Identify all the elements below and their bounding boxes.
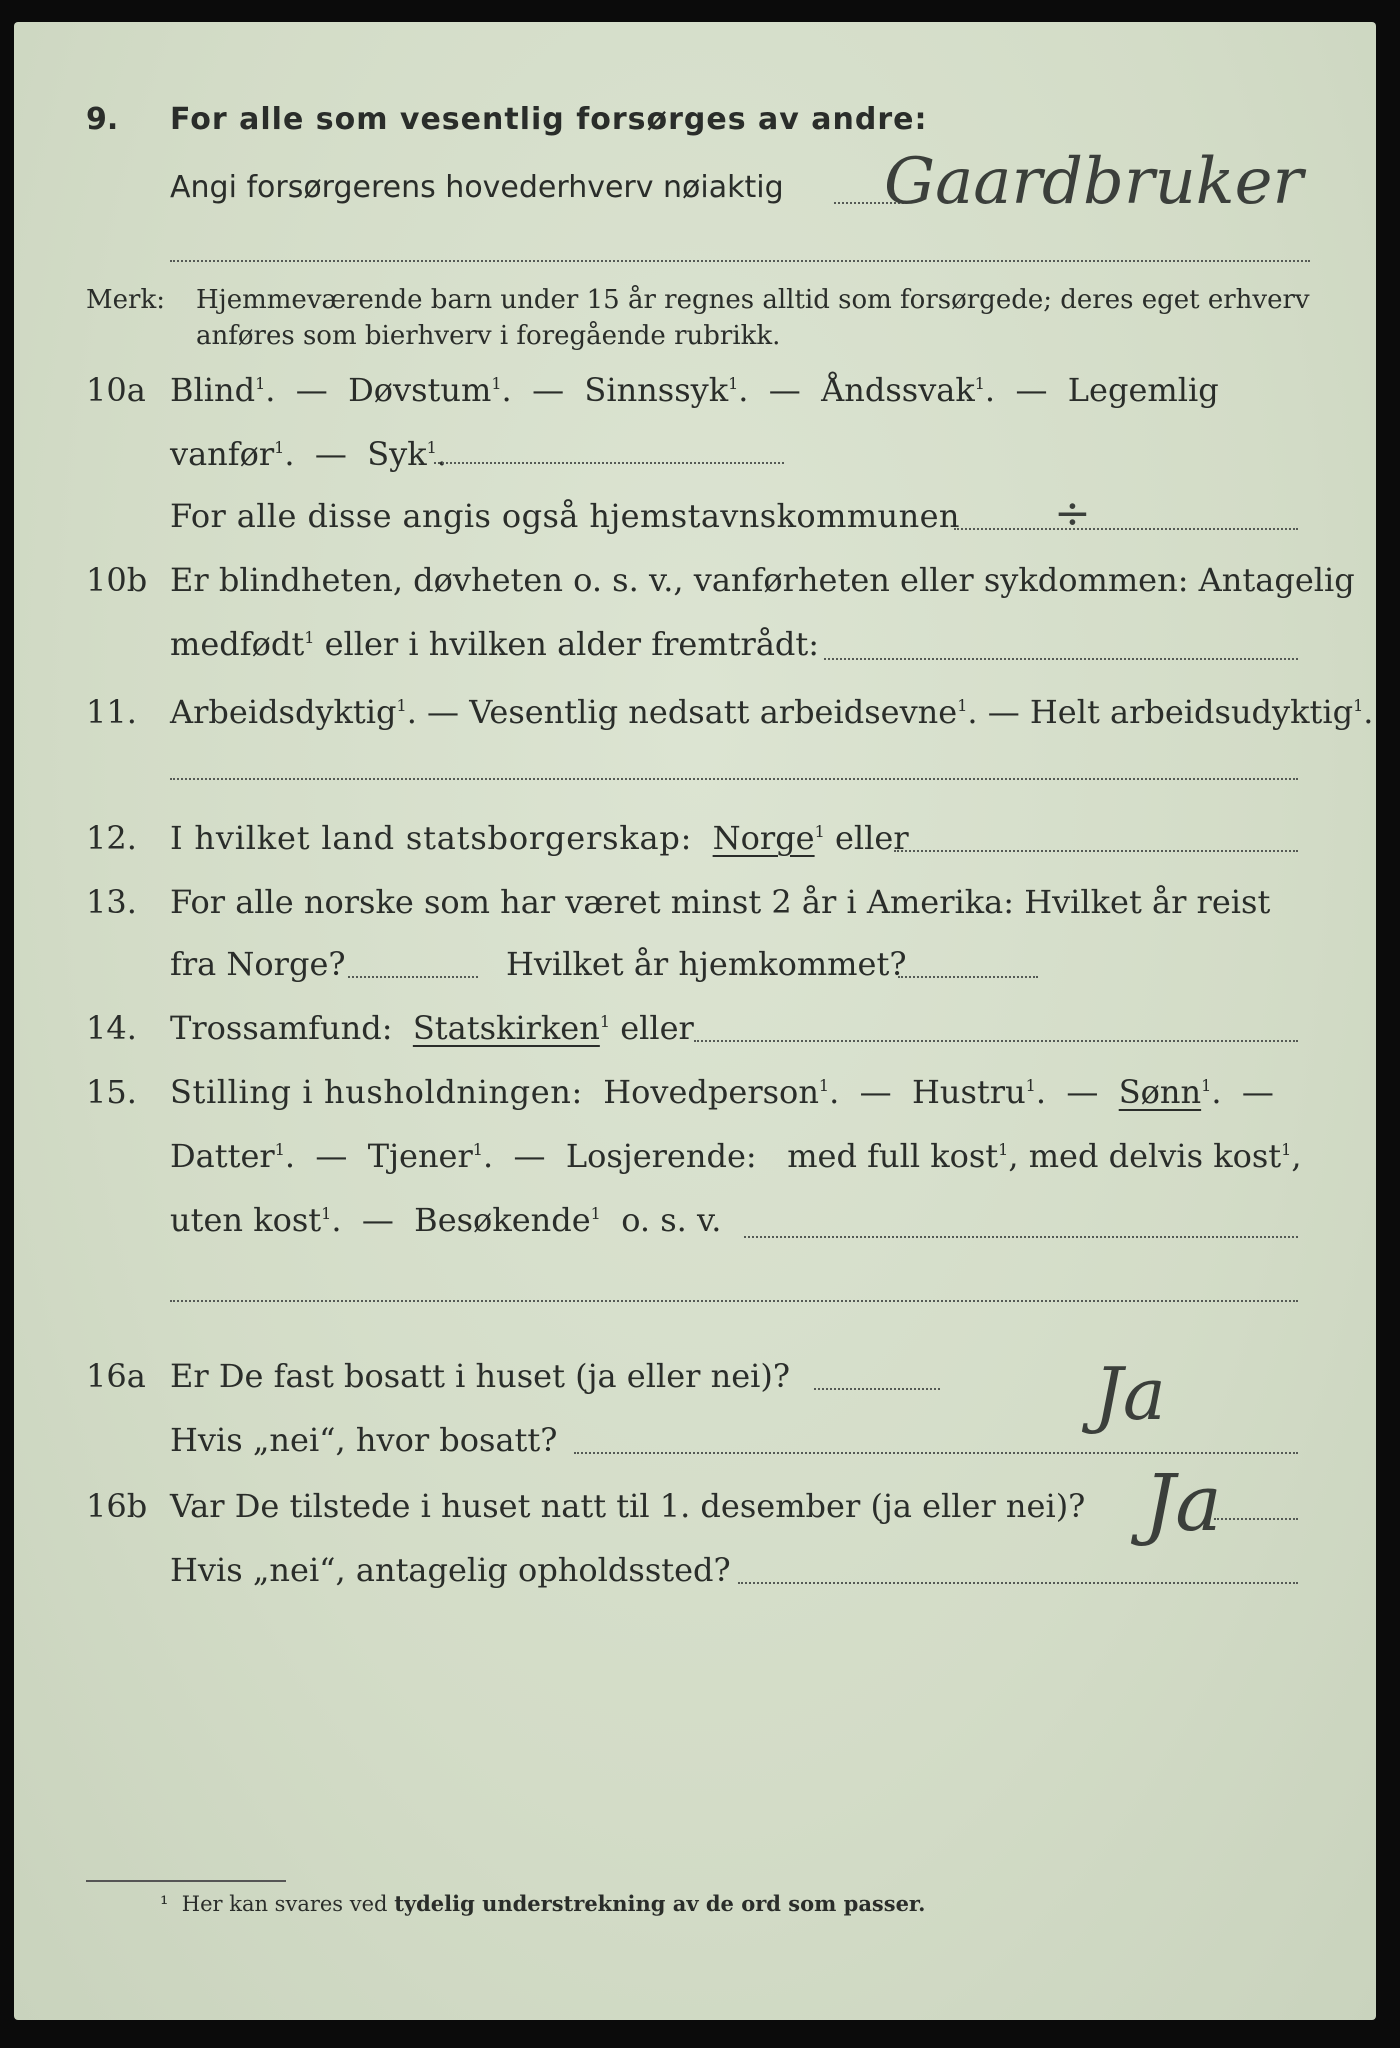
opt-delvis-kost: med delvis kost <box>1028 1137 1282 1175</box>
q14-number: 14. <box>86 1009 137 1047</box>
opt-medfodt: medfødt <box>170 625 305 663</box>
sup: 1 <box>491 374 502 393</box>
q10a-options: Blind$^1$. — Døvstum$^1$. — Sinnssyk$^1$. — Åndssvak$^1$. — Legemlig <box>170 371 1219 409</box>
q11-extra-line <box>170 778 1298 780</box>
q16a-text-1: Er De fast bosatt i huset (ja eller nei)? <box>170 1357 791 1395</box>
q14-text: Trossamfund: <box>170 1009 393 1047</box>
footnote-bold: tydelig understrekning av de ord som passer. <box>394 1891 926 1916</box>
q10a-syk-line <box>434 462 784 464</box>
sup: 1 <box>274 438 285 457</box>
sup: 1 <box>1025 1076 1036 1095</box>
q10b-text-1: Er blindheten, døvheten o. s. v., vanførheten eller sykdommen: Antagelig <box>170 561 1355 599</box>
footnote-text: Her kan svares ved <box>181 1892 388 1916</box>
opt-hustru: Hustru <box>911 1073 1026 1111</box>
opt-sinnssyk: Sinnssyk <box>584 371 729 409</box>
sup: 1 <box>1201 1076 1212 1095</box>
q16a-number: 16a <box>86 1357 146 1395</box>
sup: 1 <box>1353 696 1364 715</box>
sup: 1 <box>321 1204 332 1223</box>
q9-handwritten-answer: Gaardbruker <box>884 145 1304 219</box>
sup: 1 <box>814 822 825 841</box>
q9-number: 9. <box>86 102 119 137</box>
sup: 1 <box>426 438 437 457</box>
merk-label: Merk: <box>86 285 165 315</box>
q14-eller: eller <box>620 1009 694 1047</box>
q10a-hjemstavn-line <box>954 528 1298 530</box>
opt-tjener: Tjener <box>367 1137 473 1175</box>
q10a-handwritten-dash: ÷ <box>1054 488 1091 539</box>
q13-text-1: For alle norske som har været minst 2 år i Amerika: Hvilket år reist <box>170 883 1271 921</box>
sup: 1 <box>274 1140 285 1159</box>
q10a-number: 10a <box>86 371 146 409</box>
opt-besokende: Besøkende <box>414 1201 591 1239</box>
sup: 1 <box>472 1140 483 1159</box>
merk-text-1: Hjemmeværende barn under 15 år regnes alltid som forsørgede; deres eget erhverv <box>196 285 1310 315</box>
q16b-number: 16b <box>86 1487 148 1525</box>
footnote-rule <box>86 1880 286 1882</box>
sup: 1 <box>957 696 968 715</box>
opt-vanfor: vanfør <box>170 435 275 473</box>
opt-statskirken: Statskirken <box>412 1009 600 1047</box>
sup: 1 <box>590 1204 601 1223</box>
q16b-answer-line-1 <box>1214 1518 1298 1520</box>
q16b-text-2: Hvis „nei“, antagelig opholdssted? <box>170 1551 731 1589</box>
footnote-mark: ¹ <box>160 1892 169 1916</box>
sup: 1 <box>599 1012 611 1031</box>
opt-hovedperson: Hovedperson <box>603 1073 819 1111</box>
q16a-text-2: Hvis „nei“, hvor bosatt? <box>170 1421 558 1459</box>
merk-text-2: anføres som bierhverv i foregående rubrikk. <box>196 321 781 351</box>
q10b-text-2: eller i hvilken alder fremtrådt: <box>324 625 820 663</box>
census-form-page: 9. For alle som vesentlig forsørges av andre: Angi forsørgerens hovederhverv nøiaktig Gaardbruker Merk: Hjemmeværende barn under 15 år regnes alltid som forsørgede; deres eget erhverv anføres som bierhverv i foregående rubrikk. 10a Blind$^1$. — Døvstum$^1$. — Sinnssyk$^1$. — Åndssvak$^1$. — Legemlig vanfør$^1$. — Syk$^1$. For alle disse angis også hjemstavnskommunen ÷ 10b Er blindheten, døvheten o. s. v., vanførheten eller sykdommen: Antagelig medfødt$^1$ eller i hvilken alder fremtrådt: 11. Arbeidsdyktig$^1$. — Vesentlig nedsatt arbeidsevne$^1$. — Helt arbeidsudyktig$^1$. 12. I hvilket land statsborgerskap: Norge$^1$ eller 13. For alle norske som har været minst 2 år i Amerika: Hvilket år reist fra Norge? Hvilket år hjemkommet? 14. Trossamfund: Statskirken$^1$ eller 15. Stilling i husholdningen: Hovedperson$^1$. — Hustru$^1$. — Sønn$^1$. — Datter$^1$. — Tjener$^1$. — Losjerende: med full kost$^1$, med delvis kost$^1$, uten kost$^1$. — Besøkende$^1$ o. s. v. 16a Er De fast bosatt i huset (ja eller nei)? Hvis „nei“, hvor bosatt? Ja 16b Var De tilstede i huset natt til 1. desember (ja eller nei)? Ja Hvis „nei“, antagelig opholdssted? ¹ Her kan svares ved tydelig understrekning av de ord som passer. <box>14 22 1376 2020</box>
q14-answer-line <box>694 1040 1298 1042</box>
q16a-handwritten-answer: Ja <box>1094 1352 1166 1436</box>
opt-legemlig: Legemlig <box>1067 371 1219 409</box>
q15-number: 15. <box>86 1073 137 1111</box>
q12-number: 12. <box>86 819 137 857</box>
q16a-answer-line-1 <box>814 1388 940 1390</box>
q9-extra-line <box>170 260 1310 262</box>
footnote <box>160 1890 925 1918</box>
sup: 1 <box>998 1140 1009 1159</box>
q16a-answer-line-2 <box>574 1452 1298 1454</box>
opt-blind: Blind <box>170 371 256 409</box>
q10b-number: 10b <box>86 561 148 599</box>
sup: 1 <box>396 696 407 715</box>
q10b-answer-line <box>824 658 1298 660</box>
sup: 1 <box>255 374 266 393</box>
opt-datter: Datter <box>170 1137 275 1175</box>
opt-udyktig: Helt arbeidsudyktig <box>1029 693 1354 731</box>
opt-sonn: Sønn <box>1118 1073 1202 1111</box>
q16b-handwritten-answer: Ja <box>1144 1459 1222 1549</box>
opt-uten-kost: uten kost <box>170 1201 322 1239</box>
opt-syk: Syk <box>367 435 427 473</box>
q13-hjem-line <box>898 976 1038 978</box>
q12-answer-line <box>894 850 1298 852</box>
q10a-options-2: vanfør$^1$. — Syk$^1$. <box>170 435 447 473</box>
q15-extra-line <box>170 1300 1298 1302</box>
opt-losjerende: Losjerende: <box>565 1137 757 1175</box>
q13-number: 13. <box>86 883 137 921</box>
opt-nedsatt: Vesentlig nedsatt arbeidsevne <box>469 693 958 731</box>
q13-hjem: Hvilket år hjemkommet? <box>506 945 907 983</box>
sup: 1 <box>728 374 739 393</box>
q13-fra-line <box>348 976 478 978</box>
opt-full-kost: med full kost <box>787 1137 999 1175</box>
q16b-text-1: Var De tilstede i huset natt til 1. desember (ja eller nei)? <box>170 1487 1086 1525</box>
q16b-answer-line-2 <box>738 1582 1298 1584</box>
sup: 1 <box>304 628 315 647</box>
opt-arbeidsdyktig: Arbeidsdyktig <box>170 693 397 731</box>
q9-question: Angi forsørgerens hovederhverv nøiaktig <box>170 170 784 205</box>
q11-number: 11. <box>86 693 137 731</box>
sup: 1 <box>818 1076 830 1095</box>
opt-norge: Norge <box>712 819 815 857</box>
sup: 1 <box>1281 1140 1292 1159</box>
opt-dovstum: Døvstum <box>348 371 492 409</box>
q15-text: Stilling i husholdningen: <box>170 1073 583 1111</box>
sup: 1 <box>974 374 985 393</box>
q13-fra: fra Norge? <box>170 945 346 983</box>
opt-andssvak: Åndssvak <box>821 371 975 409</box>
q15-osv: o. s. v. <box>621 1201 722 1239</box>
q15-answer-line <box>744 1236 1298 1238</box>
q12-text: I hvilket land statsborgerskap: <box>170 819 693 857</box>
q12-eller: eller <box>834 819 909 857</box>
q10a-hjemstavn: For alle disse angis også hjemstavnskommunen <box>170 497 960 535</box>
q9-heading: For alle som vesentlig forsørges av andre: <box>170 102 928 137</box>
